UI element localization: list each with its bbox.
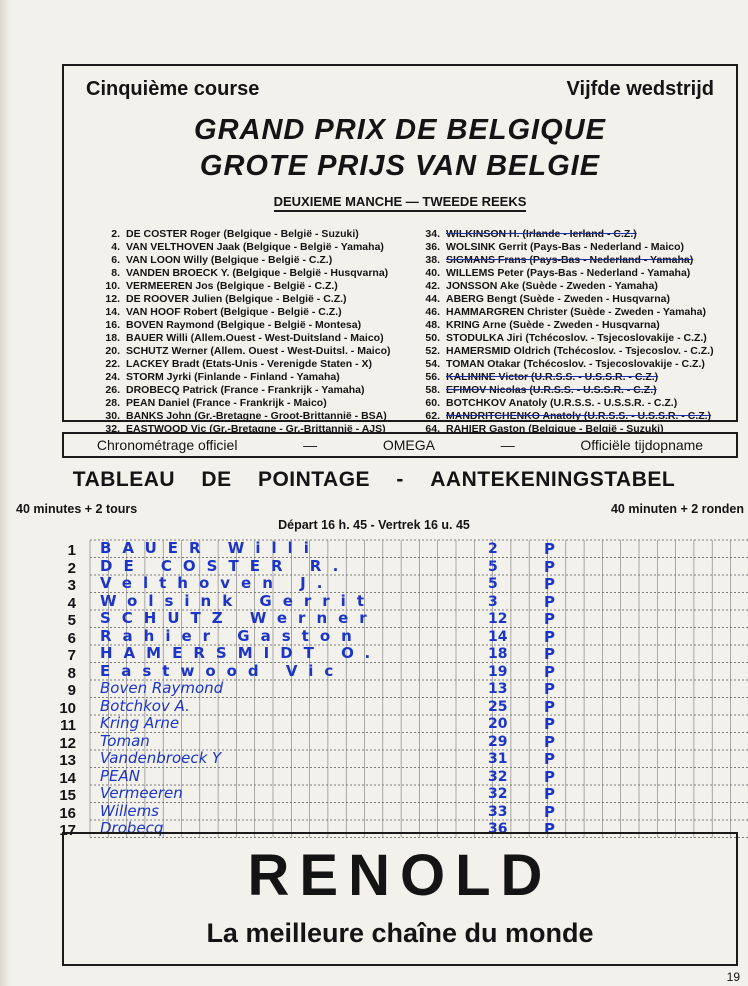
rider-entry <box>94 332 404 345</box>
handwritten-check-mark: P <box>544 750 555 768</box>
handwritten-rider-name: PEAN <box>100 766 141 785</box>
ad-brand: RENOLD <box>247 843 553 908</box>
rider-number: 24. <box>105 371 120 383</box>
rider-name: VANDEN BROECK Y. (Belgique - België - Husqvarna) <box>126 267 389 279</box>
rider-list-right <box>414 228 734 436</box>
handwritten-rider-name: DE COSTER R. <box>100 556 350 575</box>
rider-name: WILLEMS Peter (Pays-Bas - Nederland - Yamaha) <box>446 267 691 279</box>
rider-name: DROBECQ Patrick (France - Frankrijk - Yamaha) <box>126 384 365 396</box>
ad-tagline: La meilleure chaîne du monde <box>206 918 594 948</box>
handwritten-rider-number: 29 <box>488 733 508 750</box>
rider-number: 62. <box>425 410 440 422</box>
handwritten-rider-name: Boven Raymond <box>100 679 224 697</box>
handwritten-rider-name: Wolsink Gerrit <box>100 591 375 610</box>
position-number: 8 <box>67 664 76 682</box>
page-number: 19 <box>726 970 740 984</box>
rider-list-left <box>94 228 404 436</box>
handwritten-rider-name: Velthoven J. <box>100 574 334 592</box>
rider-number: 50. <box>425 332 440 344</box>
rider-entry <box>414 306 734 319</box>
position-number: 12 <box>59 734 76 752</box>
position-number: 1 <box>67 542 76 559</box>
handwritten-rider-number: 5 <box>488 558 498 575</box>
position-number: 5 <box>67 612 76 629</box>
handwritten-rider-name: Eastwood Vic <box>100 661 345 680</box>
rider-number: 10. <box>105 280 120 292</box>
position-number: 2 <box>67 559 76 577</box>
title-word: AANTEKENINGSTABEL <box>430 468 676 491</box>
rider-entry <box>414 228 734 241</box>
rider-name: RAHIER Gaston (Belgique - België - Suzuki) <box>446 423 664 435</box>
rider-name: KALININE Victor (U.R.S.S. - U.S.S.R. - C.Z.) <box>446 371 659 383</box>
rider-name: BOVEN Raymond (Belgique - België - Montesa) <box>126 319 362 331</box>
rider-number: 14. <box>105 306 120 318</box>
rider-entry <box>414 358 734 371</box>
handwritten-check-mark: P <box>544 767 555 786</box>
rider-number: 34. <box>425 228 440 240</box>
rider-entry <box>94 384 404 397</box>
handwritten-rider-number: 19 <box>488 663 508 680</box>
rider-name: BOTCHKOV Anatoly (U.R.S.S. - U.S.S.R. - C.Z.) <box>446 397 678 409</box>
position-number: 4 <box>67 594 76 612</box>
rider-number: 16. <box>105 319 120 331</box>
rider-name: WILKINSON H. (Irlande - Ierland - C.Z.) <box>446 228 637 240</box>
duration-fr: 40 minutes + 2 tours <box>16 502 138 516</box>
rider-number: 56. <box>425 371 440 383</box>
handwritten-rider-number: 32 <box>488 786 508 802</box>
position-number: 10 <box>59 699 76 717</box>
handwritten-rider-name: Vermeeren <box>100 784 183 802</box>
rider-entry <box>94 280 404 293</box>
rider-entry <box>414 410 734 423</box>
rider-entry <box>94 306 404 319</box>
rider-entry <box>414 293 734 306</box>
rider-number: 40. <box>425 267 440 279</box>
renold-advertisement <box>62 832 738 966</box>
rider-name: DE COSTER Roger (Belgique - België - Suzuki) <box>126 228 359 240</box>
handwritten-check-mark: P <box>544 575 555 593</box>
rider-name: MANDRITCHENKO Anatoly (U.R.S.S. - U.S.S.R. - C.Z.) <box>446 410 712 422</box>
rider-name: WOLSINK Gerrit (Pays-Bas - Nederland - Maico) <box>446 241 685 253</box>
title-word: - <box>396 468 404 491</box>
page-fold-shadow <box>0 0 10 986</box>
rider-entry <box>414 371 734 384</box>
rider-number: 6. <box>111 254 120 266</box>
position-number: 17 <box>59 822 76 839</box>
rider-entry <box>414 384 734 397</box>
rider-number: 42. <box>425 280 440 292</box>
handwritten-rider-number: 12 <box>488 611 508 627</box>
duration-nl: 40 minuten + 2 ronden <box>610 502 744 516</box>
rider-name: HAMMARGREN Christer (Suède - Zweden - Yamaha) <box>446 306 707 318</box>
start-time: Départ 16 h. 45 - Vertrek 16 u. 45 <box>278 518 470 532</box>
timing-label-nl: Officiële tijdopname <box>580 437 704 453</box>
handwritten-rider-number: 31 <box>488 751 508 767</box>
rider-number: 58. <box>425 384 440 396</box>
rider-number: 52. <box>425 345 440 357</box>
race-title-fr: GRAND PRIX DE BELGIQUE <box>194 114 606 146</box>
position-number: 13 <box>59 752 76 769</box>
handwritten-check-mark: P <box>544 662 555 681</box>
handwritten-rider-name: BAUER Willi <box>100 539 320 557</box>
handwritten-check-mark: P <box>544 680 555 698</box>
position-number: 9 <box>67 682 76 699</box>
rider-entry <box>94 345 404 358</box>
position-number: 3 <box>67 577 76 594</box>
rider-number: 8. <box>111 267 120 279</box>
rider-number: 12. <box>105 293 120 305</box>
rider-number: 36. <box>425 241 440 253</box>
rider-entry <box>94 228 404 241</box>
handwritten-check-mark: P <box>544 802 555 821</box>
rider-number: 60. <box>425 397 440 409</box>
handwritten-rider-number: 5 <box>488 576 498 592</box>
rider-number: 18. <box>105 332 120 344</box>
rider-number: 26. <box>105 384 120 396</box>
title-word: DE <box>201 468 232 491</box>
rider-entry <box>94 371 404 384</box>
rider-name: STORM Jyrki (Finlande - Finland - Yamaha) <box>126 371 340 383</box>
handwritten-check-mark: P <box>544 627 555 646</box>
rider-number: 48. <box>425 319 440 331</box>
handwritten-rider-name: Drobecq <box>100 819 164 837</box>
rider-name: LACKEY Bradt (Etats-Unis - Verenigde Staten - X) <box>126 358 373 370</box>
rider-name: VAN LOON Willy (Belgique - België - C.Z.) <box>126 254 333 266</box>
handwritten-check-mark: P <box>544 592 555 611</box>
rider-entry <box>94 254 404 267</box>
position-number: 15 <box>59 787 76 804</box>
rider-name: SIGMANS Frans (Pays-Bas - Nederland - Yamaha) <box>446 254 694 266</box>
handwritten-rider-name: Vandenbroeck Y <box>100 749 222 767</box>
race-number-nl: Vijfde wedstrijd <box>566 78 714 100</box>
handwritten-rider-name: SCHUTZ Werner <box>100 609 378 627</box>
handwritten-check-mark: P <box>544 697 555 716</box>
rider-entry <box>94 397 404 410</box>
position-number: 11 <box>60 717 76 734</box>
handwritten-rider-number: 3 <box>488 593 498 610</box>
handwritten-check-mark: P <box>544 557 555 576</box>
rider-number: 54. <box>425 358 440 370</box>
rider-name: JONSSON Ake (Suède - Zweden - Yamaha) <box>446 280 658 292</box>
race-info-box <box>62 64 738 435</box>
rider-entry <box>414 241 734 254</box>
handwritten-check-mark: P <box>544 540 555 558</box>
handwritten-rider-number: 14 <box>488 628 508 645</box>
title-word: TABLEAU <box>72 468 176 491</box>
rider-entry <box>94 319 404 332</box>
rider-name: SCHUTZ Werner (Allem. Ouest - West-Duitsl. - Maico) <box>126 345 391 357</box>
position-number: 16 <box>59 804 76 822</box>
handwritten-rider-name: HAMERSMIDT O. <box>100 644 382 662</box>
rider-entry <box>94 410 404 423</box>
handwritten-check-mark: P <box>544 732 555 751</box>
rider-number: 4. <box>111 241 120 253</box>
rider-entry <box>414 397 734 410</box>
position-number: 14 <box>59 769 76 787</box>
rider-entry <box>414 280 734 293</box>
race-number-fr: Cinquième course <box>86 78 260 100</box>
rider-name: EFIMOV Nicolas (U.R.S.S. - U.S.S.R. - C.Z.) <box>446 384 657 396</box>
handwritten-rider-number: 32 <box>488 768 508 785</box>
handwritten-rider-name: Botchkov A. <box>100 696 190 715</box>
rider-name: BANKS John (Gr.-Bretagne - Groot-Brittannië - BSA) <box>126 410 387 422</box>
rider-number: 30. <box>105 410 120 422</box>
timing-label-fr: Chronométrage officiel <box>96 437 238 453</box>
rider-entry <box>94 267 404 280</box>
rider-number: 64. <box>425 423 440 435</box>
handwritten-check-mark: P <box>544 715 555 733</box>
race-title-nl: GROTE PRIJS VAN BELGIE <box>199 150 601 182</box>
rider-name: STODULKA Jiri (Tchécoslov. - Tsjecoslovakije - C.Z.) <box>446 332 707 344</box>
rider-entry <box>414 319 734 332</box>
rider-entry <box>414 345 734 358</box>
rider-name: VERMEEREN Jos (Belgique - België - C.Z.) <box>126 280 338 292</box>
handwritten-check-mark: P <box>544 785 555 803</box>
handwritten-rider-name: Rahier Gaston <box>100 626 363 645</box>
handwritten-rider-number: 33 <box>488 803 508 820</box>
handwritten-rider-name: Kring Arne <box>100 714 180 732</box>
rider-number: 28. <box>105 397 120 409</box>
rider-entry <box>94 241 404 254</box>
rider-entry <box>414 267 734 280</box>
rider-name: BAUER Willi (Allem.Ouest - West-Duitsland - Maico) <box>126 332 384 344</box>
title-word: POINTAGE <box>257 468 371 491</box>
rider-number: 2. <box>111 228 120 240</box>
rider-name: EASTWOOD Vic (Gr.-Bretagne - Gr.-Brittannië - AJS) <box>126 423 386 435</box>
rider-number: 20. <box>105 345 120 357</box>
handwritten-check-mark: P <box>544 610 555 628</box>
rider-name: DE ROOVER Julien (Belgique - België - C.Z.) <box>126 293 347 305</box>
position-number: 7 <box>67 647 76 664</box>
rider-number: 46. <box>425 306 440 318</box>
position-number: 6 <box>67 629 76 647</box>
heat-subtitle: DEUXIEME MANCHE — TWEEDE REEKS <box>64 194 736 209</box>
rider-entry <box>414 254 734 267</box>
scoring-table-title <box>0 468 748 492</box>
rider-entry <box>94 293 404 306</box>
scoring-grid <box>60 534 748 838</box>
handwritten-rider-name: Toman <box>100 731 150 750</box>
timing-dash-right: — <box>500 437 515 453</box>
timing-banner <box>62 432 738 458</box>
rider-name: ABERG Bengt (Suède - Zweden - Husqvarna) <box>446 293 671 305</box>
handwritten-rider-name: Willems <box>100 801 159 820</box>
handwritten-rider-number: 36 <box>488 821 508 837</box>
rider-name: HAMERSMID Oldrich (Tchécoslov. - Tsjecoslov. - C.Z.) <box>446 345 714 357</box>
rider-name: VAN VELTHOVEN Jaak (Belgique - België - Yamaha) <box>126 241 384 253</box>
handwritten-rider-number: 13 <box>488 681 508 697</box>
rider-name: KRING Arne (Suède - Zweden - Husqvarna) <box>446 319 660 331</box>
handwritten-rider-number: 18 <box>488 646 508 662</box>
timing-dash-left: — <box>303 437 318 453</box>
handwritten-check-mark: P <box>544 645 555 663</box>
handwritten-rider-number: 2 <box>488 541 498 557</box>
handwritten-check-mark: P <box>544 820 555 838</box>
rider-number: 32. <box>105 423 120 435</box>
handwritten-rider-number: 25 <box>488 698 508 715</box>
rider-number: 44. <box>425 293 440 305</box>
timing-brand: OMEGA <box>382 437 435 453</box>
rider-number: 22. <box>105 358 120 370</box>
rider-entry <box>94 358 404 371</box>
rider-entry <box>414 332 734 345</box>
handwritten-rider-number: 20 <box>488 716 508 732</box>
rider-name: TOMAN Otakar (Tchécoslov. - Tsjecoslovakije - C.Z.) <box>446 358 705 370</box>
rider-number: 38. <box>425 254 440 266</box>
rider-name: VAN HOOF Robert (Belgique - België - C.Z.) <box>126 306 342 318</box>
rider-name: PEAN Daniel (France - Frankrijk - Maico) <box>126 397 327 409</box>
